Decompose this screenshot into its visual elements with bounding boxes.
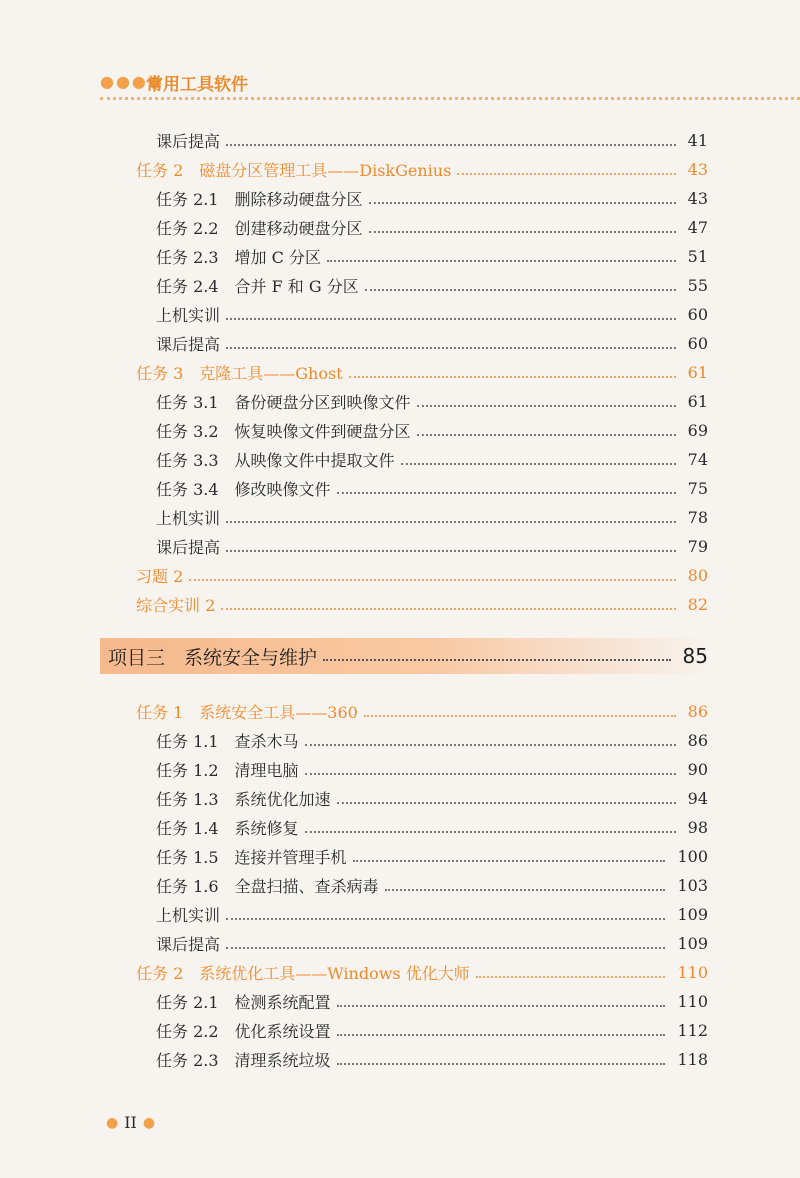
page-number (100, 1113, 161, 1132)
toc-entry (156, 929, 708, 958)
leader-dots (305, 773, 676, 775)
leader-dots (337, 1063, 666, 1065)
toc-entry (136, 590, 708, 619)
leader-dots (189, 579, 675, 581)
leader-dots (305, 744, 676, 746)
toc-entry-label: 任务 1.2 清理电脑 (156, 761, 299, 780)
leader-dots (369, 231, 676, 233)
toc-entry (156, 1016, 708, 1045)
toc-entry-label: 任务 2.2 创建移动硬盘分区 (156, 219, 363, 238)
toc-entry-page: 109 (677, 905, 708, 924)
toc-entry-page: 55 (687, 276, 708, 295)
toc-entry-label: 任务 1.6 全盘扫描、查杀病毒 (156, 877, 379, 896)
toc-entry-page: 47 (687, 218, 708, 237)
toc-entry-page: 75 (687, 479, 708, 498)
toc-entry-page: 118 (677, 1050, 708, 1069)
leader-dots (385, 889, 666, 891)
toc-entry-label: 任务 2.2 优化系统设置 (156, 1022, 331, 1041)
leader-dots (226, 550, 676, 552)
toc-entry (156, 300, 708, 329)
leader-dots (226, 918, 665, 920)
toc-entry-label: 课后提高 (156, 935, 221, 954)
toc-entry (156, 532, 708, 561)
toc-entry (156, 813, 708, 842)
toc-entry-page: 60 (687, 305, 708, 324)
toc-entry-label: 任务 2 系统优化工具——Windows 优化大师 (136, 964, 470, 983)
toc-entry-page: 78 (687, 508, 708, 527)
toc-entry-page: 98 (687, 818, 708, 837)
toc-entry-label: 任务 1.1 查杀木马 (156, 732, 299, 751)
toc-entry-page: 112 (677, 1021, 708, 1040)
leader-dots (476, 976, 666, 978)
toc-entry-label: 任务 2.1 检测系统配置 (156, 993, 331, 1012)
leader-dots (349, 376, 676, 378)
toc-entry-page: 90 (687, 760, 708, 779)
leader-dots (327, 260, 676, 262)
leader-dots (337, 1034, 666, 1036)
toc-entry-label: 任务 2.3 增加 C 分区 (156, 248, 321, 267)
toc-entry-page: 51 (687, 247, 708, 266)
toc-entry-page: 43 (687, 160, 708, 179)
leader-dots (226, 318, 676, 320)
toc-entry-label: 项目三 系统安全与维护 (108, 646, 318, 669)
toc-entry-page: 69 (687, 421, 708, 440)
toc-entry (156, 213, 708, 242)
toc-entry-label: 任务 1.3 系统优化加速 (156, 790, 331, 809)
toc-entry-label: 任务 1.5 连接并管理手机 (156, 848, 347, 867)
toc-entry-label: 上机实训 (156, 306, 221, 325)
toc-entry (156, 784, 708, 813)
leader-dots (221, 608, 675, 610)
toc-entry (156, 271, 708, 300)
toc-entry-label: 课后提高 (156, 538, 221, 557)
toc-entry-label: 课后提高 (156, 335, 221, 354)
toc-entry-page: 85 (682, 644, 708, 668)
leader-dots (401, 463, 676, 465)
toc-entry-label: 上机实训 (156, 906, 221, 925)
toc-entry-page: 82 (687, 595, 708, 614)
toc-entry-page: 74 (687, 450, 708, 469)
toc-entry-label: 习题 2 (136, 567, 184, 586)
toc-entry-page: 80 (687, 566, 708, 585)
toc-entry-page: 86 (687, 731, 708, 750)
toc-entry-page: 110 (677, 963, 708, 982)
header-title: 常用工具软件 (146, 75, 248, 95)
leader-dots (457, 173, 675, 175)
toc-entry (156, 755, 708, 784)
toc-entry-label: 任务 2.3 清理系统垃圾 (156, 1051, 331, 1070)
toc-entry-page: 86 (687, 702, 708, 721)
toc-entry-label: 上机实训 (156, 509, 221, 528)
leader-dots (337, 492, 676, 494)
dot-icon: ● (142, 1114, 156, 1131)
toc-entry-label: 任务 3.1 备份硬盘分区到映像文件 (156, 393, 411, 412)
leader-dots (369, 202, 676, 204)
leader-dots (364, 715, 676, 717)
toc-entry-page: 109 (677, 934, 708, 953)
toc-entry (136, 358, 708, 387)
toc-entry (156, 329, 708, 358)
toc-entry-label: 任务 2.4 合并 F 和 G 分区 (156, 277, 359, 296)
toc-entry-page: 100 (677, 847, 708, 866)
toc-entry (156, 503, 708, 532)
toc-entry-page: 61 (687, 363, 708, 382)
toc-entry (156, 416, 708, 445)
leader-dots (323, 659, 671, 661)
toc-entry (156, 842, 708, 871)
toc-entry-label: 任务 3 克隆工具——Ghost (136, 364, 343, 383)
toc-entry-page: 110 (677, 992, 708, 1011)
leader-dots (417, 405, 676, 407)
toc-entry (156, 387, 708, 416)
toc-entry-page: 61 (687, 392, 708, 411)
toc-entry-page: 41 (687, 131, 708, 150)
toc-entry-page: 94 (687, 789, 708, 808)
leader-dots (226, 144, 676, 146)
toc-entry (156, 184, 708, 213)
toc-entry (136, 697, 708, 726)
leader-dots (226, 347, 676, 349)
toc-entry-label: 课后提高 (156, 132, 221, 151)
toc-entry (156, 900, 708, 929)
header-dots-icon: ●●●● (100, 72, 164, 91)
toc-entry-label: 任务 1 系统安全工具——360 (136, 703, 358, 722)
toc-entry-label: 任务 2 磁盘分区管理工具——DiskGenius (136, 161, 452, 180)
toc-entry (156, 474, 708, 503)
toc-entry-label: 任务 3.4 修改映像文件 (156, 480, 331, 499)
leader-dots (353, 860, 666, 862)
toc-entry (136, 155, 708, 184)
toc-entry (156, 1045, 708, 1074)
toc-entry-label: 任务 1.4 系统修复 (156, 819, 299, 838)
toc-entry (136, 958, 708, 987)
leader-dots (226, 947, 665, 949)
toc-project-heading (100, 638, 708, 674)
leader-dots (417, 434, 676, 436)
running-header (100, 70, 800, 96)
toc-entry (156, 126, 708, 155)
toc-entry-label: 任务 3.2 恢复映像文件到硬盘分区 (156, 422, 411, 441)
toc-entry-page: 43 (687, 189, 708, 208)
toc-entry (156, 445, 708, 474)
toc-entry-page: 79 (687, 537, 708, 556)
toc-entry (156, 726, 708, 755)
toc-entry-label: 综合实训 2 (136, 596, 216, 615)
toc-entry (156, 871, 708, 900)
toc-entry-label: 任务 3.3 从映像文件中提取文件 (156, 451, 395, 470)
toc-entry (136, 561, 708, 590)
toc-entry (156, 987, 708, 1016)
leader-dots (365, 289, 676, 291)
leader-dots (337, 1005, 666, 1007)
header-rule (100, 97, 800, 100)
dot-icon: ● (106, 1114, 119, 1131)
page-numeral: II (124, 1113, 137, 1132)
leader-dots (337, 802, 676, 804)
leader-dots (305, 831, 676, 833)
toc-entry (156, 242, 708, 271)
toc-entry-page: 103 (677, 876, 708, 895)
toc-entry-label: 任务 2.1 删除移动硬盘分区 (156, 190, 363, 209)
leader-dots (226, 521, 676, 523)
toc-entry-page: 60 (687, 334, 708, 353)
